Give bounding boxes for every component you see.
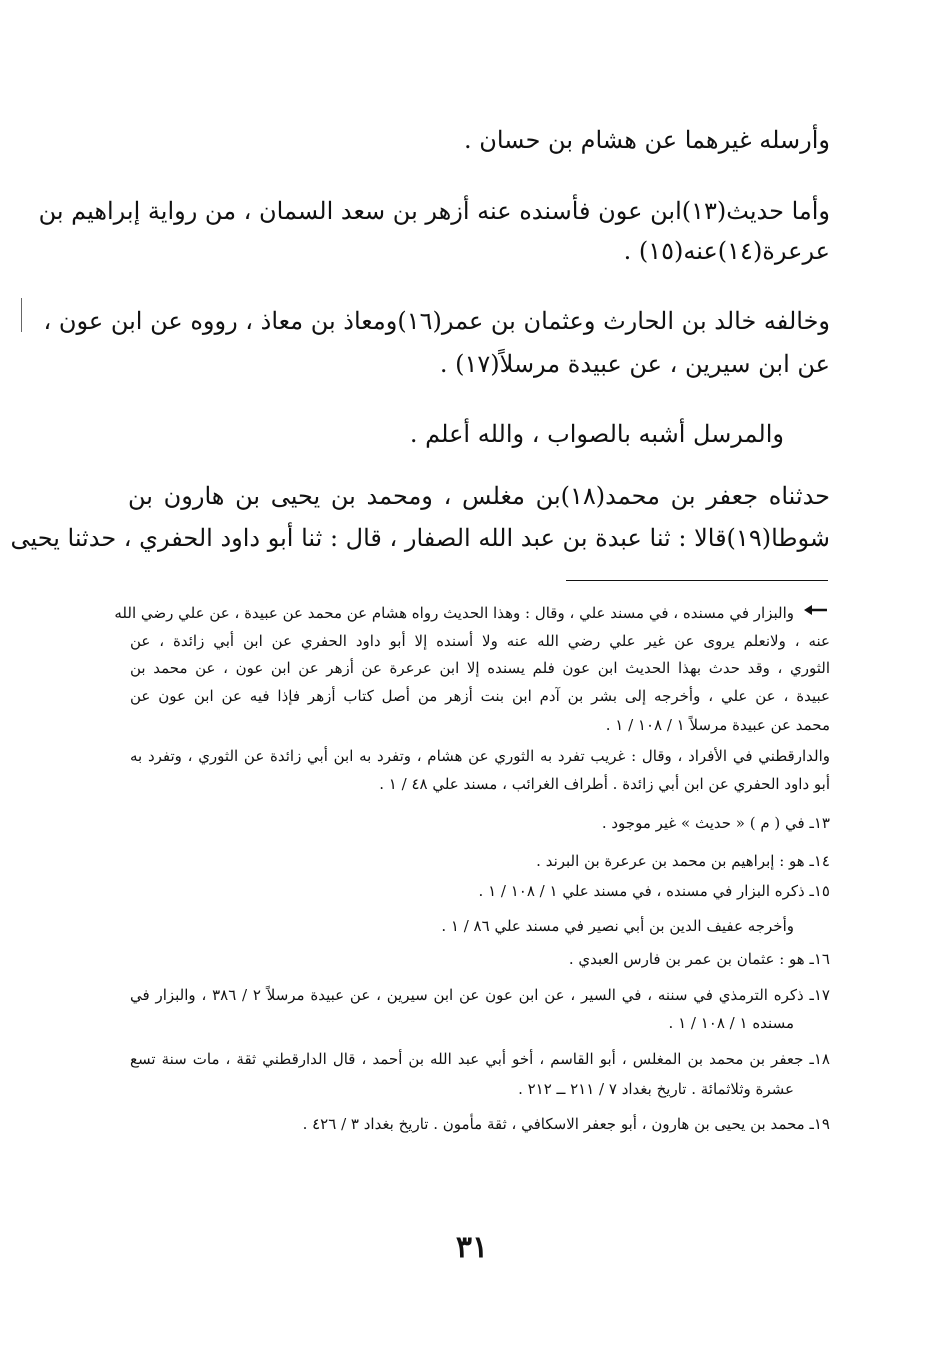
footnote-line: ١٧ـ ذكره الترمذي في سننه ، في السير ، عن ابن عون عن ابن سيرين ، عن عبيدة مرسلاً ٢ / ٣٨٦ ، والبزار في — [130, 986, 830, 1004]
main-text-line: عن ابن سيرين ، عن عبيدة مرسلاً(١٧) . — [439, 350, 830, 378]
main-text-line: والمرسل أشبه بالصواب ، والله أعلم . — [409, 420, 784, 448]
footnote-line: ١٩ـ محمد بن يحيى بن هارون ، أبو جعفر الاسكافي ، ثقة مأمون . تاريخ بغداد ٣ / ٤٢٦ . — [302, 1115, 830, 1133]
footnote-line: عبيدة ، عن علي ، وأخرجه إلى بشر بن آدم ابن بنت أزهر من أصل كتاب أزهر فإذا فيه عن ابن عون عن — [130, 687, 830, 705]
footnote-line: ١٥ـ ذكره البزار في مسنده ، في مسند علي ١ / ١٠٨ / ١ . — [478, 882, 830, 900]
main-text-line: عرعرة(١٤)عنه(١٥) . — [623, 237, 830, 265]
footnote-line: الثوري ، وقد حدث بهذا الحديث ابن عون فلم يسنده إلا ابن عرعرة عن أزهر عن ابن عون ، عن محمد بن — [130, 659, 830, 677]
main-text-line: وأما حديث(١٣)ابن عون فأسنده عنه أزهر بن سعد السمان ، من رواية إبراهيم بن — [38, 197, 830, 225]
footnote-line: ١٨ـ جعفر بن محمد بن المغلس ، أبو القاسم ، أخو أبي عبد الله بن أحمد ، قال الدارقطني ثقة ، مات سنة تسع — [130, 1050, 830, 1068]
footnote-line: محمد عن عبيدة مرسلاً ١ / ١٠٨ / ١ . — [605, 716, 830, 734]
main-text-line: شوطا(١٩)قالا : ثنا عبدة بن عبد الله الصفار ، قال : ثنا أبو داود الحفري ، حدثنا يحيى — [10, 524, 830, 552]
footnote-line: مسنده ١ / ١٠٨ / ١ . — [668, 1014, 794, 1032]
page-number: ٣١ — [455, 1230, 489, 1265]
arrow-left-icon — [804, 600, 828, 620]
footnote-separator — [566, 580, 828, 581]
footnote-line: والبزار في مسنده ، في مسند علي ، وقال : وهذا الحديث رواه هشام عن محمد عن عبيدة ، عن علي رضي الله — [114, 604, 794, 622]
main-text-line: وخالفه خالد بن الحارث وعثمان بن عمر(١٦)ومعاذ بن معاذ ، رووه عن ابن عون ، — [43, 307, 830, 335]
footnote-line: عشرة وثلاثمائة . تاريخ بغداد ٧ / ٢١١ ــ ٢١٢ . — [518, 1080, 794, 1098]
footnote-line: وأخرجه عفيف الدين بن أبي نصير في مسند علي ٨٦ / ١ . — [441, 917, 794, 935]
footnote-line: والدارقطني في الأفراد ، وقال : غريب تفرد به الثوري عن هشام ، وتفرد به ابن أبي زائدة عن الثوري ، وتفرد به — [130, 747, 830, 765]
footnote-line: أبو داود الحفري عن ابن أبي زائدة . أطراف الغرائب ، مسند علي ٤٨ / ١ . — [379, 775, 830, 793]
main-text-line: حدثناه جعفر بن محمد(١٨)بن مغلس ، ومحمد بن يحيى بن هارون بن — [128, 482, 830, 510]
footnote-line: ١٤ـ هو : إبراهيم بن محمد بن عرعرة بن البرند . — [536, 852, 830, 870]
main-text-line: وأرسله غيرهما عن هشام بن حسان . — [463, 126, 830, 154]
footnote-line: عنه ، ولانعلم يروى عن غير علي رضي الله عنه ولا أسنده إلا أبو داود الحفري عن ابن أبي زائدة ، عن — [130, 632, 830, 650]
footnote-line: ١٣ـ في ( م ) « حديث » غير موجود . — [601, 814, 830, 832]
margin-mark — [21, 298, 22, 332]
footnote-line: ١٦ـ هو : عثمان بن عمر بن فارس العبدي . — [568, 950, 830, 968]
